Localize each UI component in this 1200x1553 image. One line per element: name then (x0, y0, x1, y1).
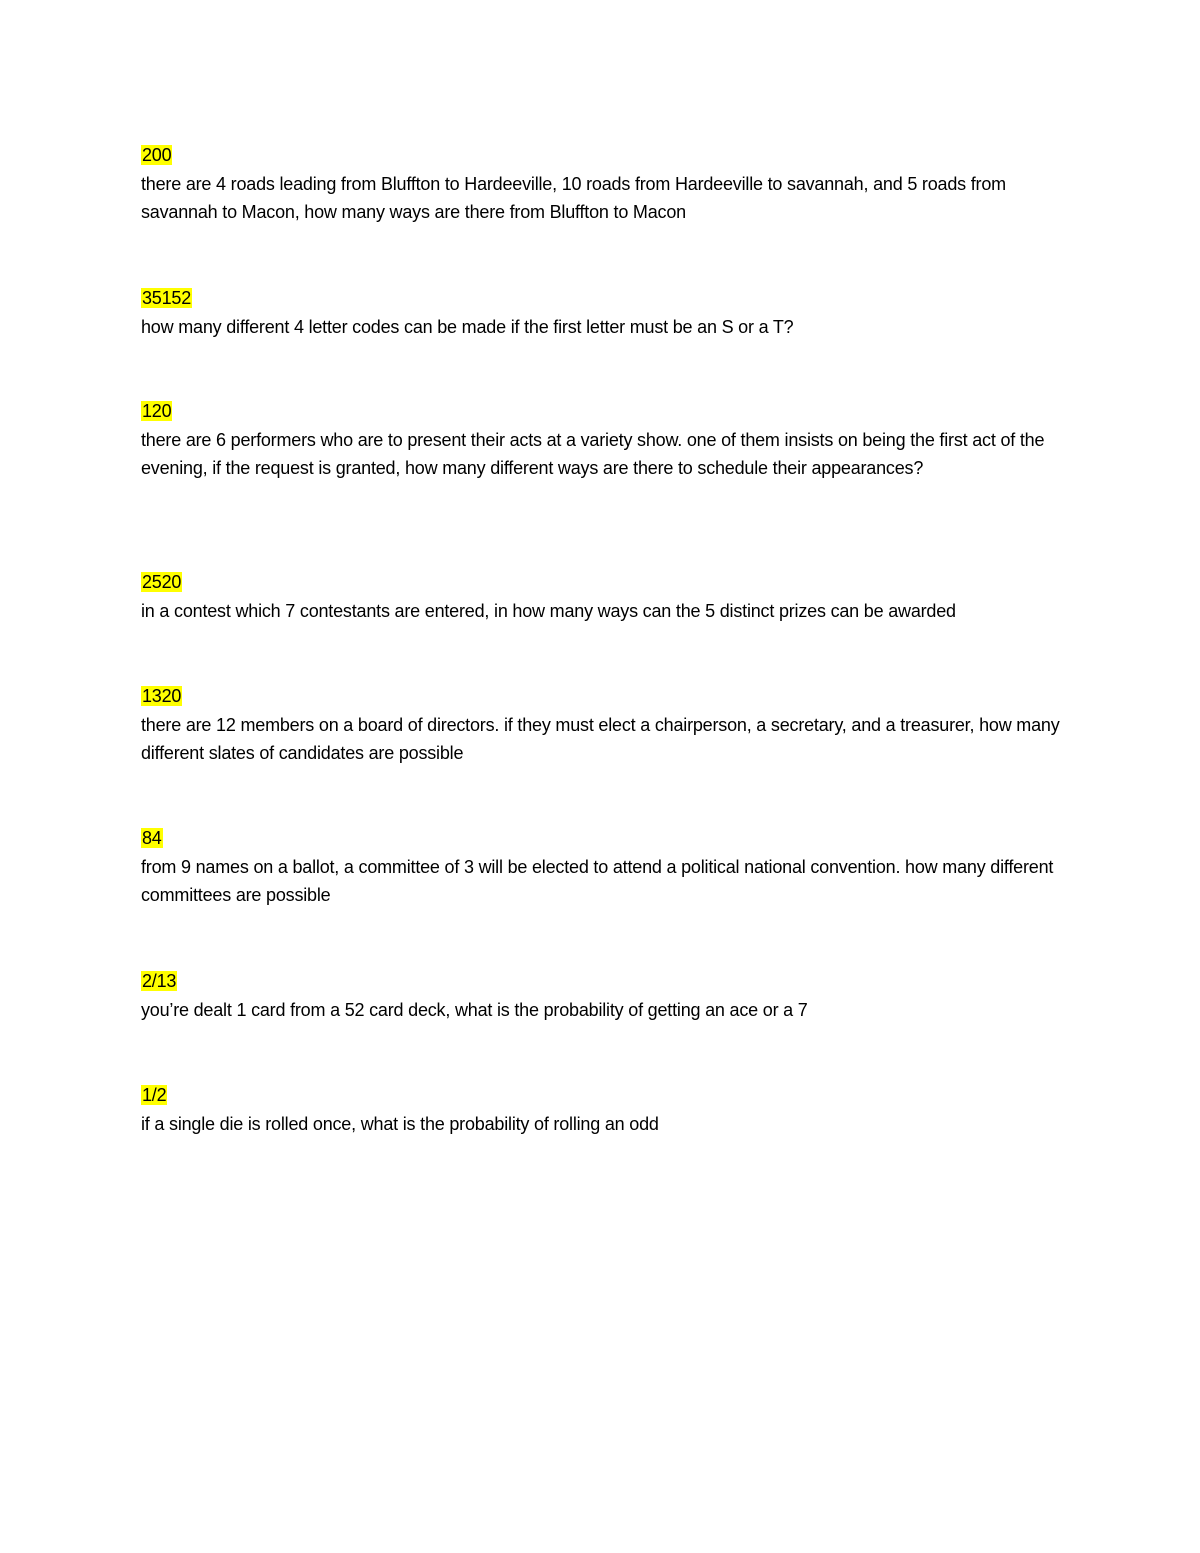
question-text: in a contest which 7 contestants are entered, in how many ways can the 5 distinct prizes can be awarded (141, 600, 956, 621)
qa-block-8 (141, 1081, 1061, 1138)
question-text: you’re dealt 1 card from a 52 card deck, what is the probability of getting an ace or a 7 (141, 999, 808, 1020)
question-text: if a single die is rolled once, what is the probability of rolling an odd (141, 1113, 659, 1134)
answer-text: 2/13 (142, 971, 177, 991)
qa-block-7 (141, 967, 1061, 1024)
answer-highlight (141, 284, 1061, 313)
answer-text: 35152 (142, 288, 192, 308)
qa-block-5 (141, 682, 1061, 768)
qa-block-2 (141, 284, 1061, 341)
answer-highlight (141, 682, 1061, 711)
question-text: how many different 4 letter codes can be made if the first letter must be an S or a T? (141, 316, 794, 337)
answer-highlight (141, 824, 1061, 853)
answer-text: 2520 (142, 572, 182, 592)
question-text: there are 6 performers who are to present their acts at a variety show. one of them insists on being the first act of the evening, if the request is granted, how many different ways are there to schedule their appearances? (141, 429, 1045, 478)
qa-block-1 (141, 141, 1061, 227)
question-text: there are 12 members on a board of directors. if they must elect a chairperson, a secretary, and a treasurer, how many different slates of candidates are possible (141, 714, 1060, 763)
answer-text: 1/2 (142, 1085, 167, 1105)
answer-text: 1320 (142, 686, 182, 706)
question-text: there are 4 roads leading from Bluffton to Hardeeville, 10 roads from Hardeeville to savannah, and 5 roads from savannah to Macon, how many ways are there from Bluffton to Macon (141, 173, 1006, 222)
question-text: from 9 names on a ballot, a committee of 3 will be elected to attend a political national convention. how many different committees are possible (141, 856, 1054, 905)
answer-text: 84 (142, 828, 162, 848)
answer-text: 120 (142, 401, 172, 421)
answer-highlight (141, 141, 1061, 170)
answer-text: 200 (142, 145, 172, 165)
qa-block-6 (141, 824, 1061, 910)
qa-block-3 (141, 397, 1061, 483)
qa-block-4 (141, 568, 1061, 625)
answer-highlight (141, 397, 1061, 426)
answer-highlight (141, 967, 1061, 996)
answer-highlight (141, 1081, 1061, 1110)
answer-highlight (141, 568, 1061, 597)
